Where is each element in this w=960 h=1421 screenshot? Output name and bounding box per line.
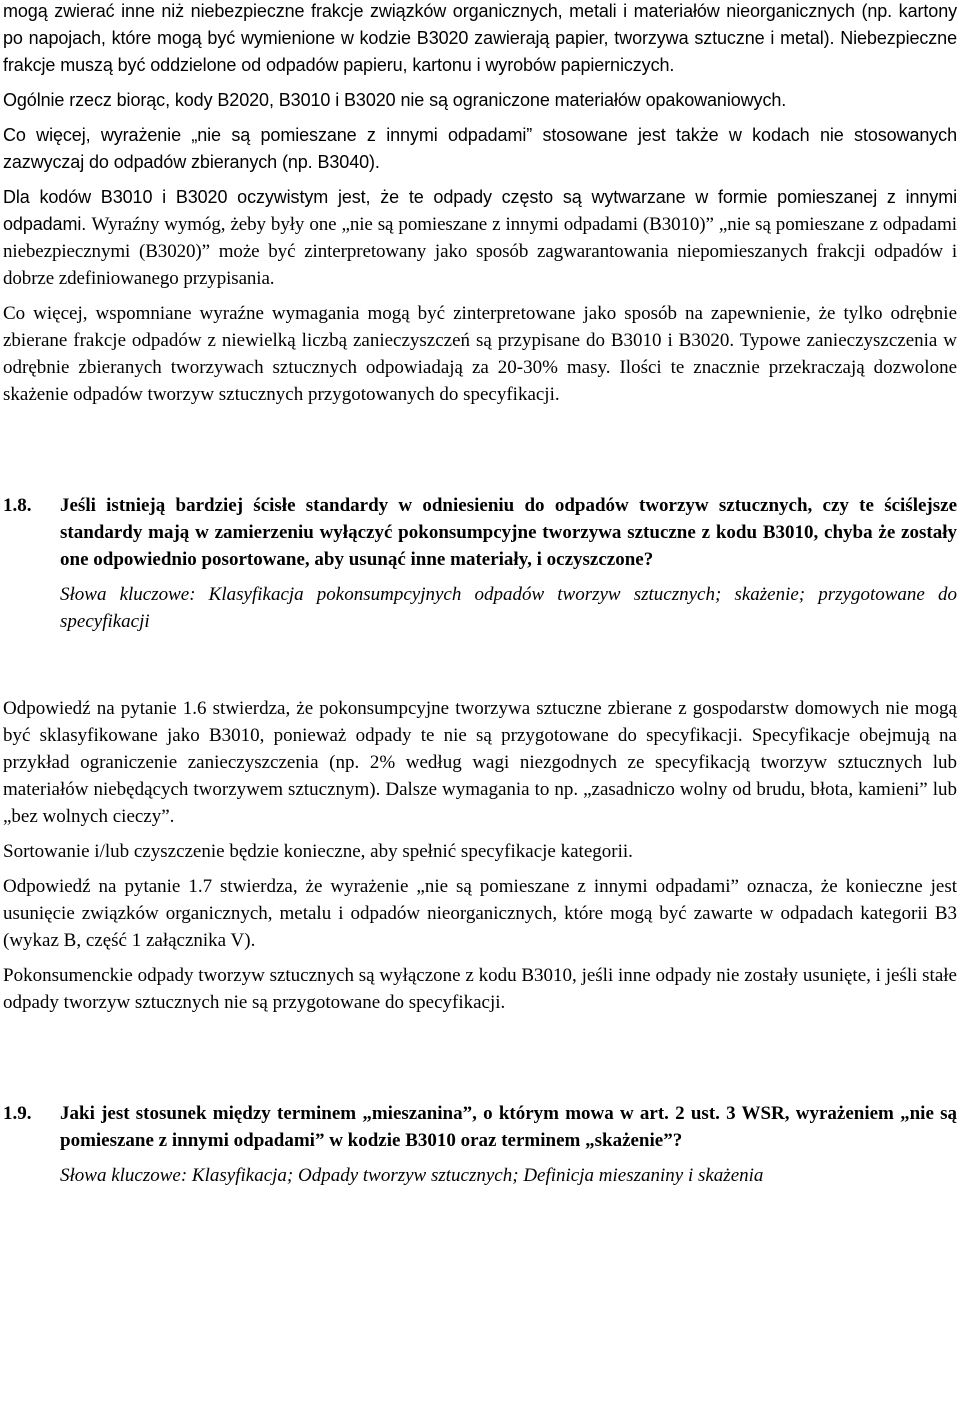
paragraph-b3010-b3020 — [3, 184, 957, 292]
paragraph-expression-usage: Co więcej, wyrażenie „nie są pomieszane z innymi odpadami” stosowane jest także w kodach nie stosowanych zazwyczaj do odpadów zbieranych (np. B3040). — [3, 125, 957, 172]
paragraph-b3010-b3020-sans: Dla kodów B3010 i B3020 oczywistym jest, że te odpady często są wytwarzane w formie pomieszanej z innymi odpadami. — [3, 187, 957, 234]
question-text: Jeśli istnieją bardziej ścisłe standardy w odniesieniu do odpadów tworzyw sztucznych, czy te ściślejsze standardy mają w zamierzeniu wyłączyć pokonsumpcyjne tworzywa sztuczne z kodu B3010, chyba że zostały one odpowiednio posortowane, aby usunąć inne materiały, i oczyszczone? — [60, 495, 957, 570]
keywords-line: Słowa kluczowe: Klasyfikacja; Odpady tworzyw sztucznych; Definicja mieszaniny i skażenia — [60, 1165, 764, 1186]
question-body — [60, 492, 957, 635]
document-page — [3, 0, 957, 1189]
question-text: Jaki jest stosunek między terminem „mieszanina”, o którym mowa w art. 2 ust. 3 WSR, wyrażeniem „nie są pomieszane z innymi odpadami” w kodzie B3010 oraz terminem „skażenie”? — [60, 1103, 957, 1151]
answer-paragraph: Odpowiedź na pytanie 1.7 stwierdza, że wyrażenie „nie są pomieszane z innymi odpadami” oznacza, że konieczne jest usunięcie związków organicznych, metalu i odpadów nieorganicznych, które mogą być zawarte w odpadach kategorii B3 (wykaz B, część 1 załącznika V). — [3, 876, 957, 951]
question-1-9 — [3, 1100, 957, 1189]
question-1-8 — [3, 492, 957, 635]
answer-paragraph: Odpowiedź na pytanie 1.6 stwierdza, że pokonsumpcyjne tworzywa sztuczne zbierane z gospodarstw domowych nie mogą być sklasyfikowane jako B3010, ponieważ odpady te nie są przygotowane do specyfikacji. Specyfikacje obejmują na przykład ograniczenie zanieczyszczenia (np. 2% według wagi niezgodnych ze specyfikacją tworzyw sztucznych lub materiałów niebędących tworzywem sztucznym). Dalsze wymagania to np. „zasadniczo wolny od brudu, błota, kamieni” lub „bez wolnych cieczy”. — [3, 698, 957, 827]
paragraph-contamination: Co więcej, wspomniane wyraźne wymagania mogą być zinterpretowane jako sposób na zapewnienie, że tylko odrębnie zbierane frakcje odpadów z niewielką liczbą zanieczyszczeń są przypisane do B3010 i B3020. Typowe zanieczyszczenia w odrębnie zbieranych tworzywach sztucznych odpowiadają za 20-30% masy. Ilości te znacznie przekraczają dozwolone skażenie odpadów tworzyw sztucznych przygotowanych do specyfikacji. — [3, 303, 957, 405]
question-body — [60, 1100, 957, 1189]
answer-paragraph: Sortowanie i/lub czyszczenie będzie konieczne, aby spełnić specyfikacje kategorii. — [3, 841, 633, 862]
keywords-line: Słowa kluczowe: Klasyfikacja pokonsumpcyjnych odpadów tworzyw sztucznych; skażenie; przygotowane do specyfikacji — [60, 584, 957, 632]
question-number: 1.8. — [3, 495, 32, 516]
question-number: 1.9. — [3, 1103, 32, 1124]
paragraph-continuation: mogą zwierać inne niż niebezpieczne frakcje związków organicznych, metali i materiałów nieorganicznych (np. kartony po napojach, które mogą być wymienione w kodzie B3020 zawierają papier, tworzywa sztuczne i metal). Niebezpieczne frakcje muszą być oddzielone od odpadów papieru, kartonu i wyrobów papierniczych. — [3, 1, 957, 75]
paragraph-b3010-b3020-serif: Wyraźny wymóg, żeby były one „nie są pomieszane z innymi odpadami (B3010)” „nie są pomieszane z odpadami niebezpiecznymi (B3020)” może być zinterpretowany jako sposób zagwarantowania niepomieszanych frakcji odpadów i dobrze zdefiniowanego przypisania. — [3, 214, 957, 289]
answer-paragraph: Pokonsumenckie odpady tworzyw sztucznych są wyłączone z kodu B3010, jeśli inne odpady nie zostały usunięte, i jeśli stałe odpady tworzyw sztucznych nie są przygotowane do specyfikacji. — [3, 965, 957, 1013]
paragraph-codes-not-limited: Ogólnie rzecz biorąc, kody B2020, B3010 i B3020 nie są ograniczone materiałów opakowaniowych. — [3, 90, 787, 110]
